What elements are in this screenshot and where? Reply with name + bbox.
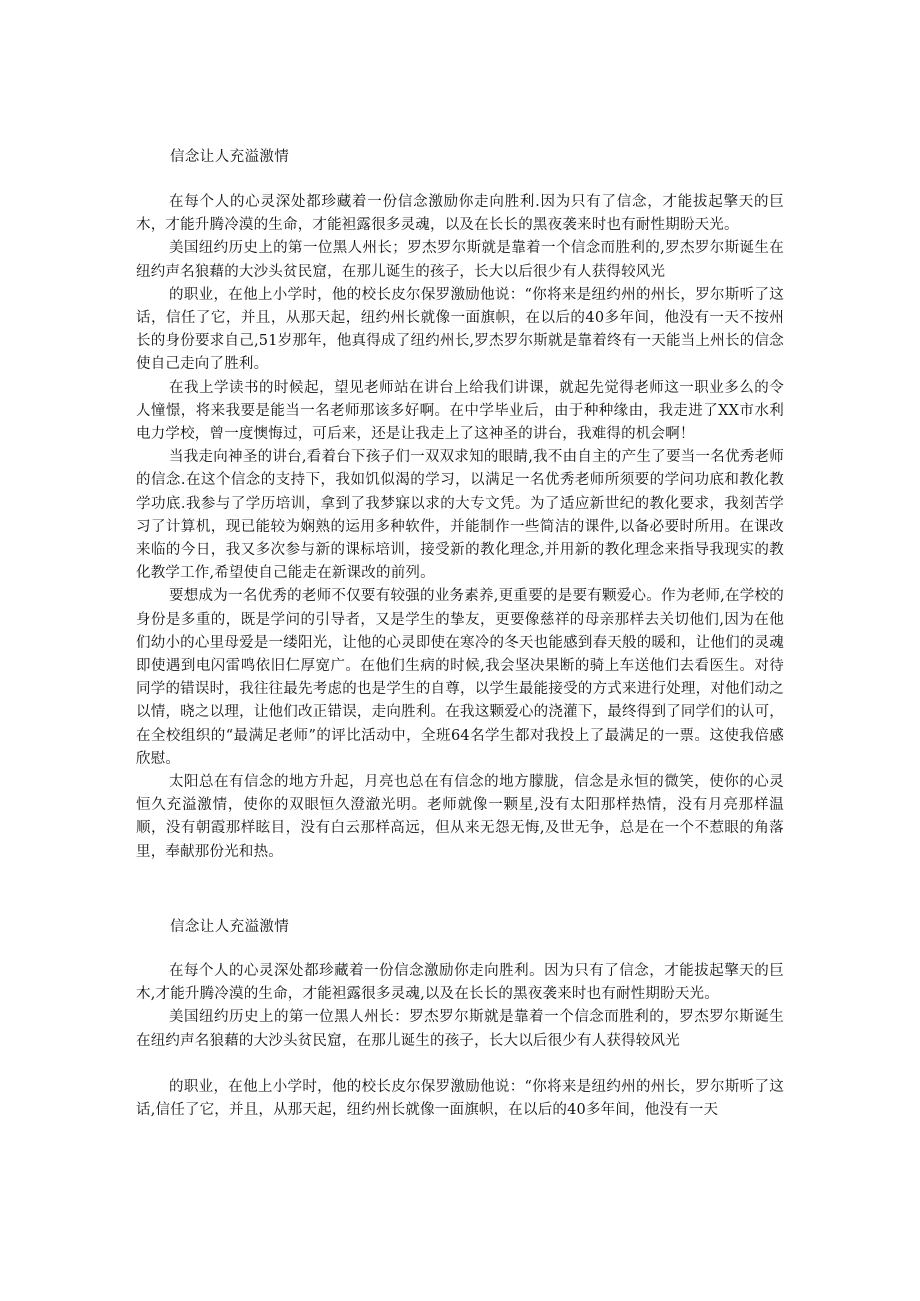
section2-title: 信念让人充溢激情 [170, 919, 290, 935]
section2-paragraph-1: 在每个人的心灵深处都珍藏着一份信念激励你走向胜利。因为只有了信念，才能拔起擎天的巨木,才能升腾冷漠的生命，才能袒露很多灵魂,以及在长长的黑夜袭来时也有耐性期盼天光。 [136, 963, 784, 1003]
section2-body [136, 960, 784, 1122]
section1-paragraph-7: 太阳总在有信念的地方升起，月亮也总在有信念的地方朦胧，信念是永恒的微笑，使你的心灵恒久充溢激情，使你的双眼恒久澄澈光明。老师就像一颗星,没有太阳那样热情，没有月亮那样温顺，没有朝霞那样眩目，没有白云那样高远，但从来无怨无悔,及世无争，总是在一个不惹眼的角落里，奉献那份光和热。 [136, 774, 784, 860]
paragraph-gap [136, 1053, 784, 1076]
section2-paragraph-2: 美国纽约历史上的第一位黑人州长：罗杰罗尔斯就是靠着一个信念而胜利的，罗杰罗尔斯诞生在纽约声名狼藉的大沙头贫民窟，在那儿诞生的孩子，长大以后很少有人获得较风光 [136, 1009, 784, 1049]
section1-paragraph-2: 美国纽约历史上的第一位黑人州长；罗杰罗尔斯就是靠着一个信念而胜利的,罗杰罗尔斯诞生在纽约声名狼藉的大沙头贫民窟，在那儿诞生的孩子，长大以后很少有人获得较风光 [136, 240, 784, 280]
section1-paragraph-6: 要想成为一名优秀的老师不仅要有较强的业务素养,更重要的是要有颗爱心。作为老师,在学校的身份是多重的，既是学问的引导者，又是学生的挚友，更要像慈祥的母亲那样去关切他们,因为在他们幼小的心里母爱是一缕阳光，让他的心灵即使在寒冷的冬天也能感到春天般的暖和，让他们的灵魂即使遇到电闪雷鸣依旧仁厚宽广。在他们生病的时候,我会坚决果断的骑上车送他们去看医生。对待同学的错误时，我往往最先考虑的也是学生的自尊，以学生最能接受的方式来进行处理，对他们动之以情，晓之以理，让他们改正错误，走向胜利。在我这颗爱心的浇灌下，最终得到了同学们的认可，在全校组织的“最满足老师”的评比活动中，全班64名学生都对我投上了最满足的一票。这使我倍感欣慰。 [136, 588, 784, 767]
section1-paragraph-1: 在每个人的心灵深处都珍藏着一份信念激励你走向胜利.因为只有了信念，才能拔起擎天的巨木，才能升腾冷漠的生命，才能袒露很多灵魂，以及在长长的黑夜袭来时也有耐性期盼天光。 [136, 194, 784, 234]
section1-paragraph-3: 的职业，在他上小学时，他的校长皮尔保罗激励他说：“你将来是纽约州的州长，罗尔斯听了这话，信任了它，并且，从那天起，纽约州长就像一面旗帜，在以后的40多年间，他没有一天不按州长的身份要求自己,51岁那年，他真得成了纽约州长,罗杰罗尔斯就是靠着终有一天能当上州长的信念使自己走向了胜利。 [136, 286, 784, 373]
section1-title: 信念让人充溢激情 [170, 149, 290, 165]
section1-body [136, 191, 784, 864]
section1-paragraph-4: 在我上学读书的时候起，望见老师站在讲台上给我们讲课，就起先觉得老师这一职业多么的令人憧憬，将来我要是能当一名老师那该多好啊。在中学毕业后，由于种种缘由，我走进了XX市水利电力学校，曾一度懊悔过，可后来，还是让我走上了这神圣的讲台，我难得的机会啊！ [136, 379, 784, 443]
section1-paragraph-5: 当我走向神圣的讲台,看着台下孩子们一双双求知的眼睛,我不由自主的产生了要当一名优秀老师的信念.在这个信念的支持下，我如饥似渴的学习，以满足一名优秀老师所须要的学问功底和教化教学功底.我参与了学历培训，拿到了我梦寐以求的大专文凭。为了适应新世纪的教化要求，我刻苦学习了计算机，现已能较为娴熟的运用多种软件，并能制作一些简洁的课件,以备必要时所用。在课改来临的今日，我又多次参与新的课标培训，接受新的教化理念,并用新的教化理念来指导我现实的教化教学工作,希望使自己能走在新课改的前列。 [136, 449, 784, 582]
section2-paragraph-3: 的职业，在他上小学时，他的校长皮尔保罗激励他说：“你将来是纽约州的州长，罗尔斯听了这话,信任了它，并且，从那天起，纽约州长就像一面旗帜，在以后的40多年间，他没有一天 [136, 1078, 784, 1119]
